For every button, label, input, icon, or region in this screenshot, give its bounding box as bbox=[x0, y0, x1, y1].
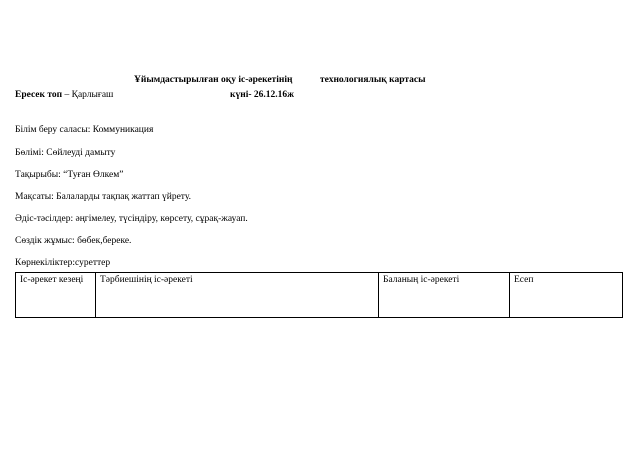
group-name: – Қарлығаш bbox=[62, 90, 114, 100]
document-title-continuation: технологиялық картасы bbox=[320, 75, 426, 85]
goal-field: Мақсаты: Балаларды тақпақ жаттап үйрету. bbox=[15, 192, 191, 202]
section-field: Бөлімі: Сөйлеуді дамыту bbox=[15, 148, 116, 158]
column-header-stage: Іс-әрекет кезеңі bbox=[16, 273, 96, 318]
group-line bbox=[15, 89, 113, 101]
education-area-field: Білім беру саласы: Коммуникация bbox=[15, 125, 154, 135]
group-label: Ересек топ bbox=[15, 90, 63, 100]
column-header-child-activity: Баланың іс-әрекеті bbox=[379, 273, 510, 318]
topic-field: Тақырыбы: “Туған Өлкем” bbox=[15, 170, 124, 180]
column-header-report: Есеп bbox=[510, 273, 623, 318]
lesson-date: күні- 26.12.16ж bbox=[230, 90, 295, 100]
vocabulary-field: Сөздік жұмыс: бөбек,береке. bbox=[15, 236, 132, 246]
visual-aids-field: Көрнекіліктер:суреттер bbox=[15, 258, 111, 268]
table-header-row bbox=[16, 273, 623, 318]
activity-table bbox=[15, 272, 623, 318]
column-header-teacher-activity: Тәрбиешінің іс-әрекеті bbox=[96, 273, 379, 318]
methods-field: Әдіс-тәсілдер: әңгімелеу, түсіндіру, көрсету, сұрақ-жауап. bbox=[15, 214, 248, 224]
document-title: Ұйымдастырылған оқу іс-әрекетінің bbox=[134, 75, 293, 85]
